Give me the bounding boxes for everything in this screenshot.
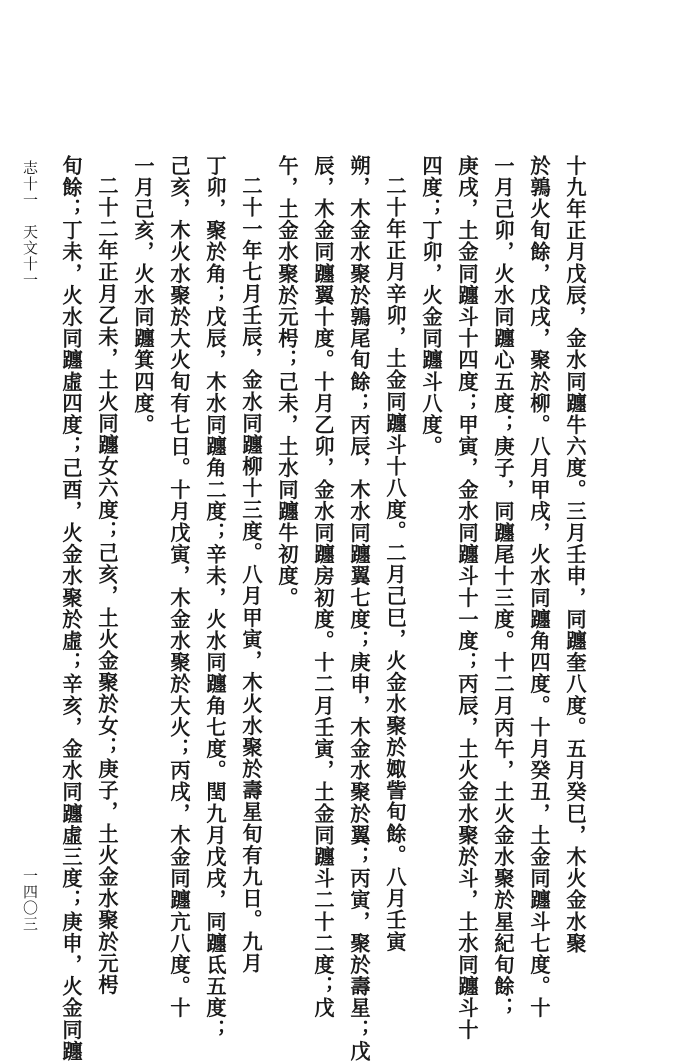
text-column-9: 午，土金水聚於元枵；己未，土水同躔牛初度。 bbox=[275, 155, 299, 609]
text-column-15: 旬餘；丁未，火水同躔虛四度；己酉，火金水聚於虛；辛亥，金水同躔虛三度；庚申，火金同躔 bbox=[59, 155, 83, 1062]
text-column-6: 二十年正月辛卯，土金同躔斗十八度。二月己巳，火金水聚於娵訾旬餘。八月壬寅 bbox=[383, 175, 407, 953]
text-column-12: 己亥，木火水聚於大火旬有七日。十月戊寅，木金水聚於大火；丙戌，木金同躔亢八度。十 bbox=[167, 155, 191, 1019]
text-column-5: 四度；丁卯，火金同躔斗八度。 bbox=[419, 155, 443, 458]
text-column-1: 十九年正月戊辰，金水同躔牛六度。三月壬申，同躔奎八度。五月癸巳，木火金水聚 bbox=[563, 155, 587, 955]
text-column-8: 辰，木金同躔翼十度。十月乙卯，金水同躔房初度。十二月壬寅，土金同躔斗二十二度；戊 bbox=[311, 155, 335, 1019]
text-column-10: 二十一年七月壬辰，金水同躔柳十三度。八月甲寅，木火水聚於壽星旬有九日。九月 bbox=[239, 175, 263, 975]
text-column-4: 庚戌，土金同躔斗十四度；甲寅，金水同躔斗十一度；丙辰，土火金水聚於斗，土水同躔斗十 bbox=[455, 155, 479, 1041]
text-column-11: 丁卯，聚於角；戊辰，木水同躔角二度；辛未，火水同躔角七度。閏九月戊戌，同躔氐五度； bbox=[203, 155, 227, 1041]
text-column-13: 一月己亥，火水同躔箕四度。 bbox=[131, 155, 155, 436]
page-number: 一四〇三 bbox=[21, 868, 39, 932]
text-column-7: 朔，木金水聚於鶉尾旬餘；丙辰，木水同躔翼七度；庚申，木金水聚於翼；丙寅，聚於壽星；戊 bbox=[347, 155, 371, 1062]
text-column-3: 一月己卯，火水同躔心五度；庚子，同躔尾十三度。十二月丙午，土火金水聚於星紀旬餘； bbox=[491, 155, 515, 1019]
text-column-14: 二十二年正月乙未，土火同躔女六度；己亥，土火金聚於女；庚子，土火金水聚於元枵 bbox=[95, 175, 119, 996]
running-header: 志十一 天文十一 bbox=[21, 160, 39, 288]
text-column-2: 於鶉火旬餘，戊戌，聚於柳。八月甲戌，火水同躔角四度。十月癸丑，土金同躔斗七度。十 bbox=[527, 155, 551, 1019]
